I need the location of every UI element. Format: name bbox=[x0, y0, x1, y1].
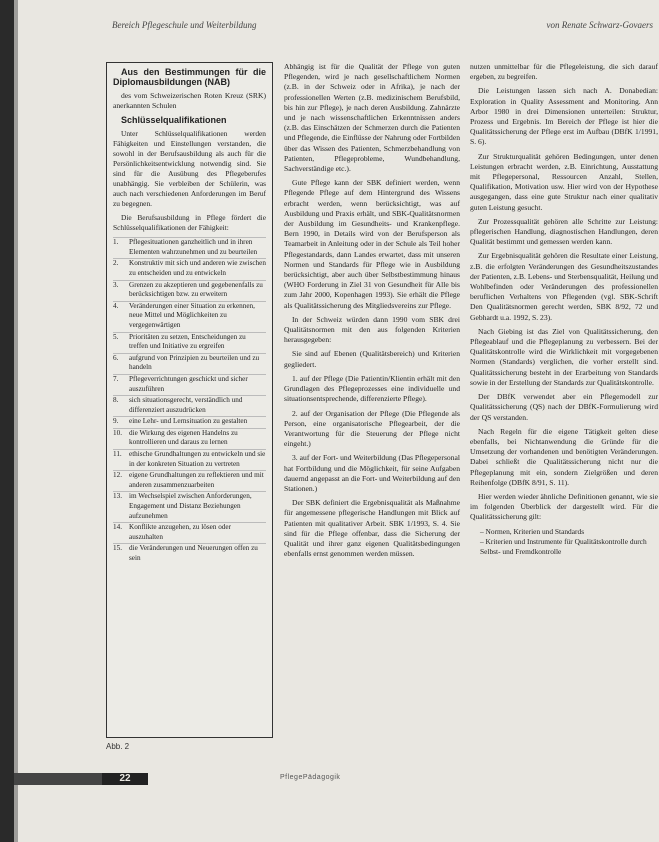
list-item-text: ethische Grundhaltungen zu entwickeln und sie in der konkreten Situation zu vertreten bbox=[129, 450, 266, 468]
paragraph: Der DBfK verwendet aber ein Pflegemodell zur Qualitätssicherung (QS) nach der DBfK-Formulierung wird der QS verstanden. bbox=[470, 392, 658, 422]
paragraph: Gute Pflege kann der SBK definiert werden, wenn Pflegende Pflege auf dem Hintergrund des Wissens erbracht werden, wenn berücksichtigt, was auf Ausbildung und Praxis erhält, und SBK-Qualitätsnormen der Ausbildung im Gesundheits- und Krankenpflege. Bern 1990, in Details wird von der Berufsperson als Teamarbeit in Anleitung oder in der Schule als Teil hoher Pflegestandards, dann Landes erwartet, dass mit unseren Normen und Standards für Pflege wie in Ausbildung berücksichtigt, aber auch über Selbstbestimmung hinaus (WHO Forderung in Ziel 31 von Gesundheit für Alle bis zum Jahr 2000, Kopenhagen 1993). Sie erhält die Pflege als Qualitätssicherung des Mitgliedsvereins zur Pflege. bbox=[284, 178, 460, 310]
list-item bbox=[113, 428, 266, 448]
paragraph: Zur Prozessqualität gehören alle Schritte zur Leistung: pflegerischen Handlung, diagnostischen Handlungen, deren Qualität bestimmt und gemessen werden kann. bbox=[470, 216, 658, 247]
list-item-number: 7. bbox=[113, 374, 119, 383]
box-paragraph-2: Die Berufsausbildung in Pflege fördert die Schlüsselqualifikationen der Fähigkeit: bbox=[113, 213, 266, 233]
qualifications-list bbox=[113, 237, 266, 563]
list-item bbox=[113, 449, 266, 469]
list-item-number: 15. bbox=[113, 544, 122, 553]
paragraph: 1. auf der Pflege (Die Patientin/Klientin erhält mit den Grundlagen des Pflegeprozesses eine individuelle und situationsentsprechende, differenzierte Pflege). bbox=[284, 373, 460, 404]
list-item bbox=[113, 470, 266, 490]
list-item-number: 11. bbox=[113, 450, 122, 459]
text-column-middle bbox=[284, 62, 460, 563]
list-item-text: die Wirkung des eigenen Handelns zu kontrollieren und daraus zu lernen bbox=[129, 428, 238, 447]
list-item-number: 9. bbox=[113, 417, 119, 426]
text-column-right bbox=[470, 62, 658, 557]
box-title: Aus den Bestimmungen für die Diplomausbildungen (NAB) bbox=[113, 67, 266, 87]
list-item-number: 5. bbox=[113, 332, 119, 341]
list-item-text: Pflegeverrichtungen geschickt und sicher auszuführen bbox=[129, 374, 248, 393]
list-item bbox=[113, 332, 266, 352]
list-item bbox=[113, 258, 266, 278]
paragraph: Zur Ergebnisqualität gehören die Resultate einer Leistung, z.B. die erfolgten Veränderungen des Gesundheitszustandes der Patienten, z.B. Lebens- und Sterbensqualität, Heilung und Wohlbefinden oder Veränderungen des professionellen beruflichen Verhaltens von Pflegenden (vgl. SBK-Schrift Den Qualitätsnormen gerecht werden, SBK 8/92, 72 und Gebhardt u.a. 1992, S. 23). bbox=[470, 251, 658, 322]
list-item-text: im Wechselspiel zwischen Anforderungen, Engagement und Distanz Beziehungen aufzunehmen bbox=[129, 492, 252, 520]
list-item-text: eine Lehr- und Lernsituation zu gestalten bbox=[129, 417, 248, 426]
list-item-text: Prioritäten zu setzen, Entscheidungen zu treffen und Initiative zu ergreifen bbox=[129, 332, 246, 351]
box-subtitle: des vom Schweizerischen Roten Kreuz (SRK) anerkannten Schulen bbox=[113, 91, 266, 110]
box-paragraph-1: Unter Schlüsselqualifikationen werden Fähigkeiten und Einstellungen verstanden, die sowohl in der Berufsausbildung als auch für die Persönlichkeitsentwicklung notwendig sind. Sie sind für die Ausübung des Pflegeberufes unabhängig. Sie verbleiben der Schülerin, was auch nach verschiedenen Anforderungen im Beruf zu begegnen. bbox=[113, 129, 266, 209]
list-item-number: 6. bbox=[113, 353, 119, 362]
list-item-number: 12. bbox=[113, 471, 122, 480]
figure-caption: Abb. 2 bbox=[106, 742, 130, 751]
running-header-right: von Renate Schwarz-Govaers bbox=[546, 20, 653, 30]
list-item-number: 13. bbox=[113, 492, 122, 501]
list-item-number: 14. bbox=[113, 523, 122, 532]
paragraph: 2. auf der Organisation der Pflege (Die Pflegende als Person, eine organisatorische Pflegearbeit, der die Verantwortung für die Steuerung der Pflege nicht eingeht.) bbox=[284, 408, 460, 449]
page-number: 22 bbox=[102, 773, 148, 785]
qualifications-box bbox=[106, 62, 273, 738]
page-shadow bbox=[14, 0, 18, 842]
list-item: – Kriterien und Instrumente für Qualitätskontrolle durch Selbst- und Fremdkontrolle bbox=[480, 537, 658, 557]
list-item-text: die Veränderungen und Neuerungen offen zu sein bbox=[129, 544, 258, 563]
list-item bbox=[113, 374, 266, 394]
list-item-number: 2. bbox=[113, 259, 119, 268]
paragraph: nutzen unmittelbar für die Pflegeleistung, die sich darauf ergeben, zu begreifen. bbox=[470, 62, 658, 82]
paragraph: Die Leistungen lassen sich nach A. Donabedian: Exploration in Quality Assessment and Monitoring. Ann Arbor 1980 in drei Dimensionen unterteilen: Struktur, Prozess und Ergebnis. Im Bereich der Pflege ist hier die Qualitätssicherung der Pflege erst im Aufbau (DBfK 1/1991, S. 6). bbox=[470, 86, 658, 147]
list-item bbox=[113, 237, 266, 257]
list-item bbox=[113, 491, 266, 521]
paragraph: Zur Strukturqualität gehören Bedingungen, unter denen Leistungen erbracht werden, z.B. Einrichtung, Ausstattung mit Pflegepersonal, Ressourcen Anzahl, Stellen, Qualifikation, Motivation usw. Hier wird von der Hypothese ausgegangen, dass eine gute Struktur nach einer qualitativ guten Leistung gesucht. bbox=[470, 151, 658, 212]
list-item-number: 3. bbox=[113, 280, 119, 289]
paragraph: Abhängig ist für die Qualität der Pflege von guten Pflegenden, wird je nach gesellschaftlichem Normen (z.B. in der Schweiz oder in Afrika), je nach der professionellen Werten (z.B. medizinischem Berufsbild, bis hin zur Pflege), je nach deren Ausbildung. Zahnärzte und je nach wissenschaftlichen Erkenntnissen anders (z.B. das Einschätzen der Schmerzen durch die Patienten und Pflegende, die Einflüsse der Nahrung oder Fortbilden über das Wissen des Patienten, Schmerzbehandlung von Patienten, Pflegeprobleme, Wundbehandlung, Sachverständige etc.). bbox=[284, 62, 460, 174]
paragraph: In der Schweiz würden dann 1990 vom SBK drei Qualitätsnormen mit den aus folgenden Kriterien herausgegeben: bbox=[284, 314, 460, 345]
binding-edge bbox=[0, 0, 14, 842]
list-item-text: eigene Grundhaltungen zu reflektieren und mit anderen zusammenzuarbeiten bbox=[129, 471, 264, 489]
paragraph: Der SBK definiert die Ergebnisqualität als Maßnahme für angemessene pflegerische Handlungen mit Blick auf Patienten mit qualitativer Arbeit. SBK 1/1993, S. 4. Sie sind für die Pflege offenbar, dass die Sicherung der Qualität und ihrer ganz eigenen Qualitätsbedingungen ebenfalls ernst genommen werden müssen. bbox=[284, 498, 460, 559]
list-item bbox=[113, 353, 266, 373]
list-item bbox=[113, 280, 266, 300]
list-item-text: Konstruktiv mit sich und anderen wie zwischen zu entscheiden und zu entwickeln bbox=[129, 259, 266, 277]
paragraph: Nach Giebing ist das Ziel von Qualitätssicherung, den Pflegeablauf und die Pflegeplanung zu verbessern. Bei der Qualitätskontrolle wird die Wirklichkeit mit vorgegebenen Normen (Standards) verglichen, die vorher erstellt sind. Qualitätssicherung besteht in der Erarbeitung von Standards sowie in der Erstellung der Standards zur Qualitätskontrolle. bbox=[470, 326, 658, 387]
box-heading: Schlüsselqualifikationen bbox=[121, 115, 227, 125]
running-header-left: Bereich Pflegeschule und Weiterbildung bbox=[112, 20, 257, 30]
footer-strip bbox=[14, 773, 102, 785]
list-item-text: Grenzen zu akzeptieren und gegebenenfalls zu berücksichtigen bzw. zu erweitern bbox=[129, 280, 263, 299]
list-item bbox=[113, 522, 266, 542]
list-item bbox=[113, 543, 266, 563]
list-item-number: 8. bbox=[113, 396, 119, 405]
paragraph: 3. auf der Fort- und Weiterbildung (Das Pflegepersonal hat Fortbildung und die Möglichkeit, für seine Aufgaben dauernd angepasst an die Fort- und Weiterbildung auf den Stationen.) bbox=[284, 453, 460, 493]
paragraph: Sie sind auf Ebenen (Qualitätsbereich) und Kriterien gegliedert. bbox=[284, 349, 460, 369]
paragraph: Hier werden wieder ähnliche Definitionen genannt, wie sie im folgenden Überblick der dargestellt wird. Für die Qualitätssicherung gilt: bbox=[470, 491, 658, 522]
list-item-text: aufgrund von Prinzipien zu beurteilen und zu handeln bbox=[129, 353, 260, 372]
dash-list bbox=[470, 527, 658, 557]
list-item-text: sich situationsgerecht, verständlich und differenziert auszudrücken bbox=[129, 396, 243, 414]
list-item bbox=[113, 416, 266, 427]
list-item-text: Veränderungen einer Situation zu erkennen, neue Mittel und Möglichkeiten zu vergegenwärtigen bbox=[129, 301, 255, 329]
list-item bbox=[113, 301, 266, 331]
list-item-number: 10. bbox=[113, 428, 122, 437]
list-item bbox=[113, 395, 266, 415]
list-item-text: Konflikte anzugehen, zu lösen oder auszuhalten bbox=[129, 523, 231, 541]
list-item: – Normen, Kriterien und Standards bbox=[480, 527, 658, 537]
paragraph: Nach Regeln für die eigene Tätigkeit gelten diese ebenfalls, bei Nichtanwendung die Gründe für die Umsetzung der vorhandenen und benötigten Veränderungen. Dabei schließt die Qualitätssicherung nicht nur die Pflegeplanung mit ein, sondern Zielgrößen und deren Reihenfolge (DBfK 8/91, S. 11). bbox=[470, 426, 658, 487]
list-item-text: Pflegesituationen ganzheitlich und in ihren Elementen wahrzunehmen und zu beurteilen bbox=[129, 238, 258, 256]
list-item-number: 1. bbox=[113, 238, 119, 247]
journal-name: PflegePädagogik bbox=[280, 774, 341, 781]
list-item-number: 4. bbox=[113, 301, 119, 310]
